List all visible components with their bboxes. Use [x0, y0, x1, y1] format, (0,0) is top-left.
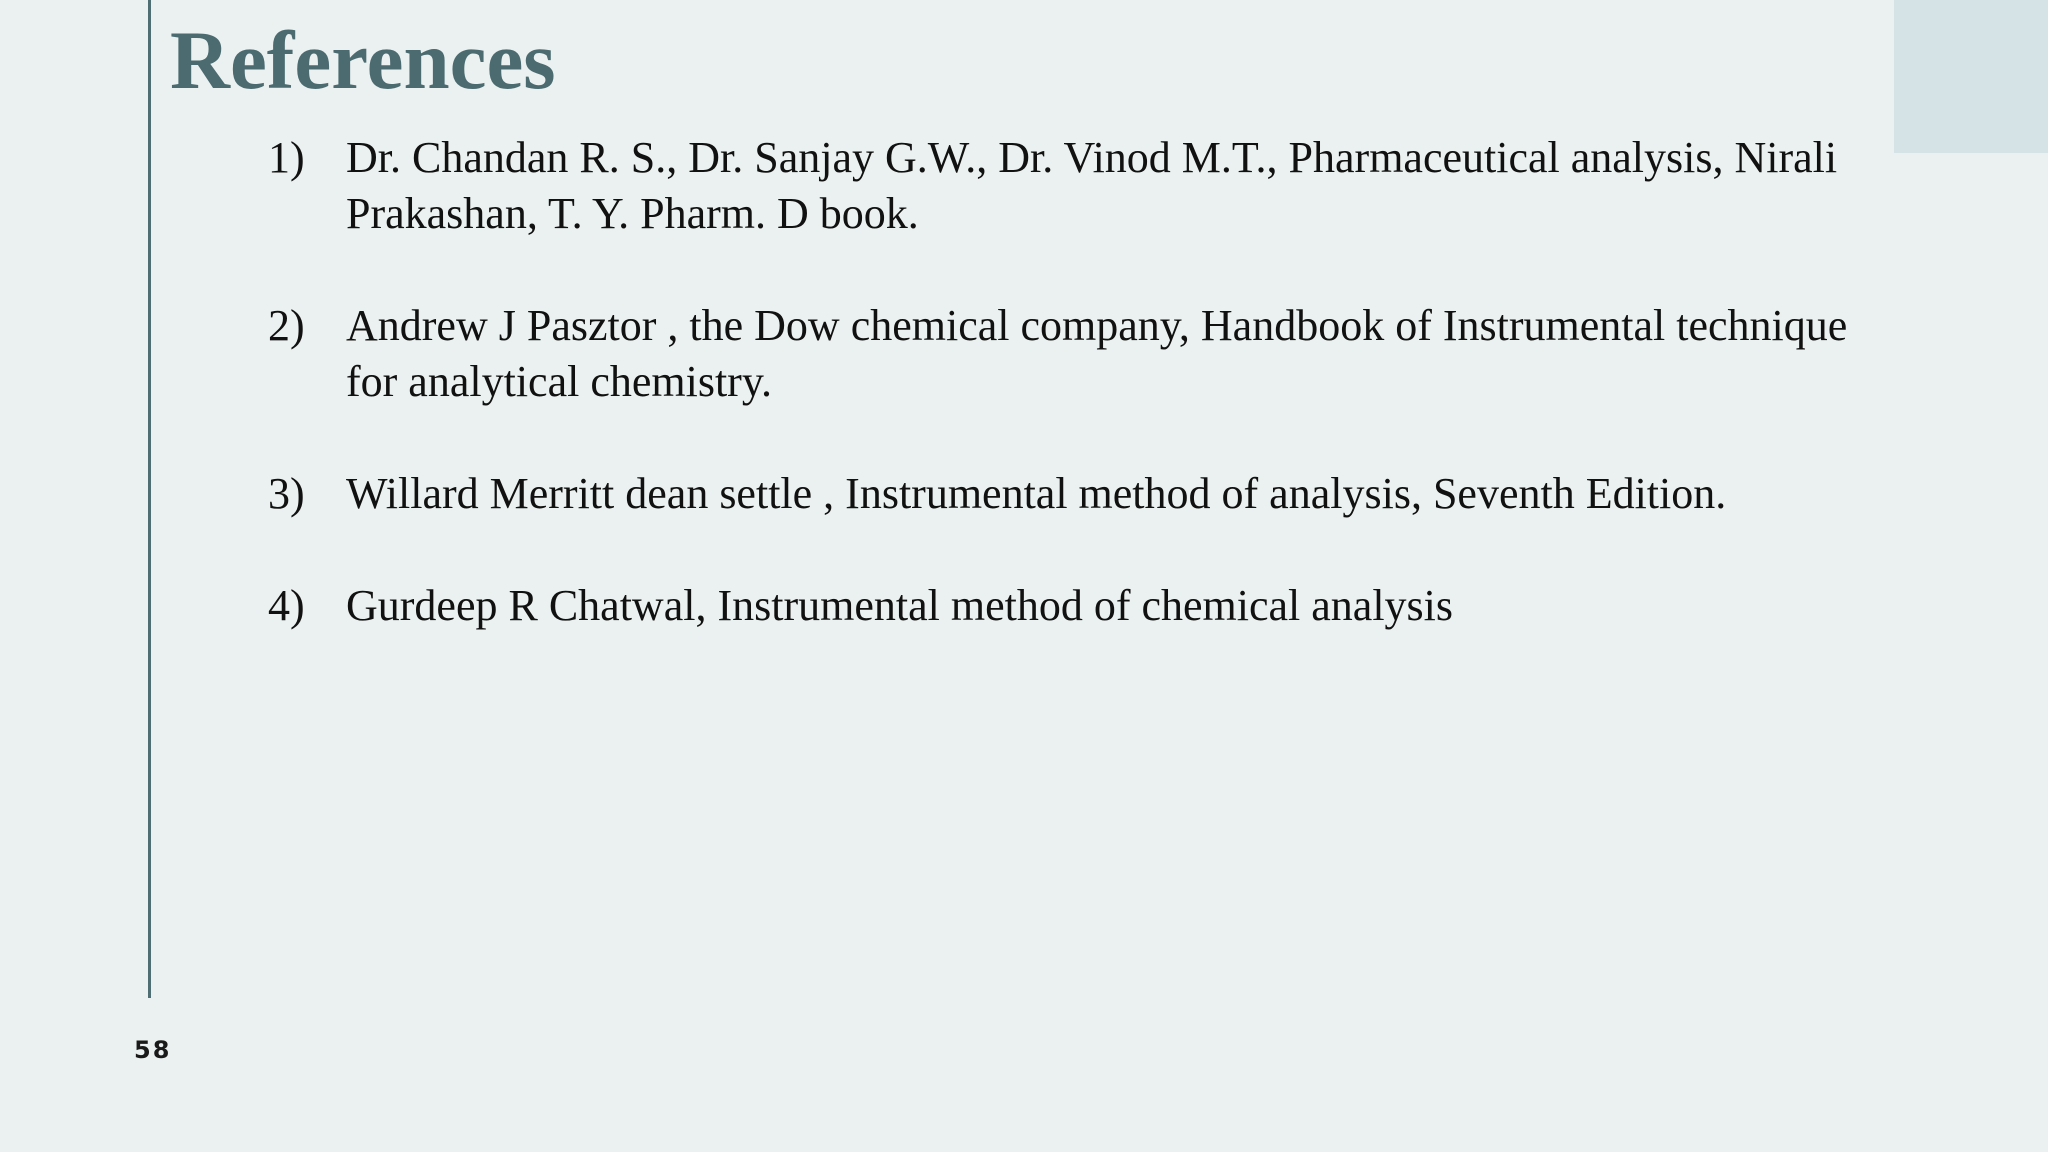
- reference-item: [268, 298, 1868, 410]
- reference-number: 4): [268, 581, 305, 630]
- reference-number: 2): [268, 301, 305, 350]
- corner-decoration: [1894, 0, 2048, 153]
- reference-number: 1): [268, 133, 305, 182]
- reference-text: Willard Merritt dean settle , Instrumental method of analysis, Seventh Edition.: [346, 469, 1727, 518]
- page-number: 58: [134, 1036, 172, 1064]
- accent-vertical-line: [148, 0, 151, 998]
- reference-list: [268, 130, 1868, 690]
- reference-text: Gurdeep R Chatwal, Instrumental method of chemical analysis: [346, 581, 1454, 630]
- reference-number: 3): [268, 469, 305, 518]
- slide-title: References: [170, 14, 556, 106]
- reference-item: [268, 130, 1868, 242]
- reference-item: [268, 578, 1868, 634]
- reference-text: Dr. Chandan R. S., Dr. Sanjay G.W., Dr. Vinod M.T., Pharmaceutical analysis, Nirali Prakashan, T. Y. Pharm. D book.: [346, 133, 1838, 238]
- reference-text: Andrew J Pasztor , the Dow chemical company, Handbook of Instrumental technique for analytical chemistry.: [346, 301, 1848, 406]
- reference-item: [268, 466, 1868, 522]
